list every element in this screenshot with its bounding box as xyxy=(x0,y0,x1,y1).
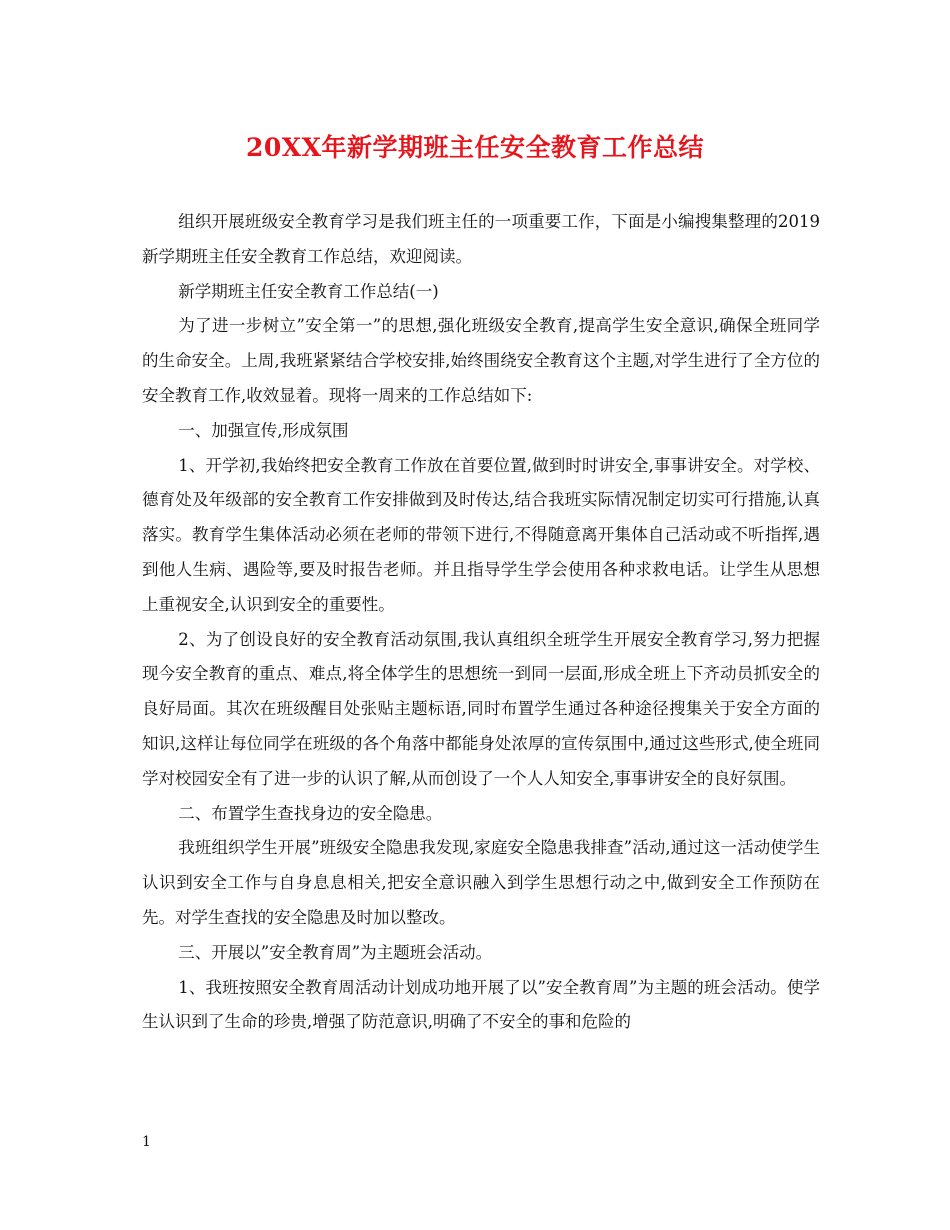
paragraph: 1、我班按照安全教育周活动计划成功地开展了以”安全教育周”为主题的班会活动。使学生认识到了生命的珍贵,增强了防范意识,明确了不安全的事和危险的 xyxy=(142,977,820,1032)
document-body xyxy=(142,205,820,1040)
paragraph-subheading: 一、加强宣传,形成氛围 xyxy=(178,420,349,440)
page-number: 1 xyxy=(142,1134,151,1150)
paragraph: 2、为了创设良好的安全教育活动氛围,我认真组织全班学生开展安全教育学习,努力把握现今安全教育的重点、难点,将全体学生的思想统一到同一层面,形成全班上下齐动员抓安全的良好局面。其次在班级醒目处张贴主题标语,同时布置学生通过各种途径搜集关于安全方面的知识,这样让每位同学在班级的各个角落中都能身处浓厚的宣传氛围中,通过这些形式,使全班同学对校园安全有了进一步的认识了解,从而创设了一个人人知安全,事事讲安全的良好氛围。 xyxy=(142,629,820,788)
paragraph-subheading: 三、开展以”安全教育周”为主题班会活动。 xyxy=(178,942,493,962)
paragraph-section-heading: 新学期班主任安全教育工作总结(一) xyxy=(178,281,439,301)
paragraph: 1、开学初,我始终把安全教育工作放在首要位置,做到时时讲安全,事事讲安全。对学校、德育处及年级部的安全教育工作安排做到及时传达,结合我班实际情况制定切实可行措施,认真落实。教育学生集体活动必须在老师的带领下进行,不得随意离开集体自己活动或不听指挥,遇到他人生病、遇险等,要及时报告老师。并且指导学生学会使用各种求救电话。让学生从思想上重视安全,认识到安全的重要性。 xyxy=(142,455,820,614)
document-title: 20XX年新学期班主任安全教育工作总结 xyxy=(245,133,705,162)
paragraph-intro: 组织开展班级安全教育学习是我们班主任的一项重要工作，下面是小编搜集整理的2019新学期班主任安全教育工作总结，欢迎阅读。 xyxy=(142,212,820,266)
paragraph: 为了进一步树立”安全第一”的思想,强化班级安全教育,提高学生安全意识,确保全班同学的生命安全。上周,我班紧紧结合学校安排,始终围绕安全教育这个主题,对学生进行了全方位的安全教育工作,收效显着。现将一周来的工作总结如下: xyxy=(142,316,820,405)
paragraph: 我班组织学生开展”班级安全隐患我发现,家庭安全隐患我排查”活动,通过这一活动使学生认识到安全工作与自身息息相关,把安全意识融入到学生思想行动之中,做到安全工作预防在先。对学生查找的安全隐患及时加以整改。 xyxy=(142,838,820,927)
paragraph-subheading: 二、布置学生查找身边的安全隐患。 xyxy=(178,803,443,823)
